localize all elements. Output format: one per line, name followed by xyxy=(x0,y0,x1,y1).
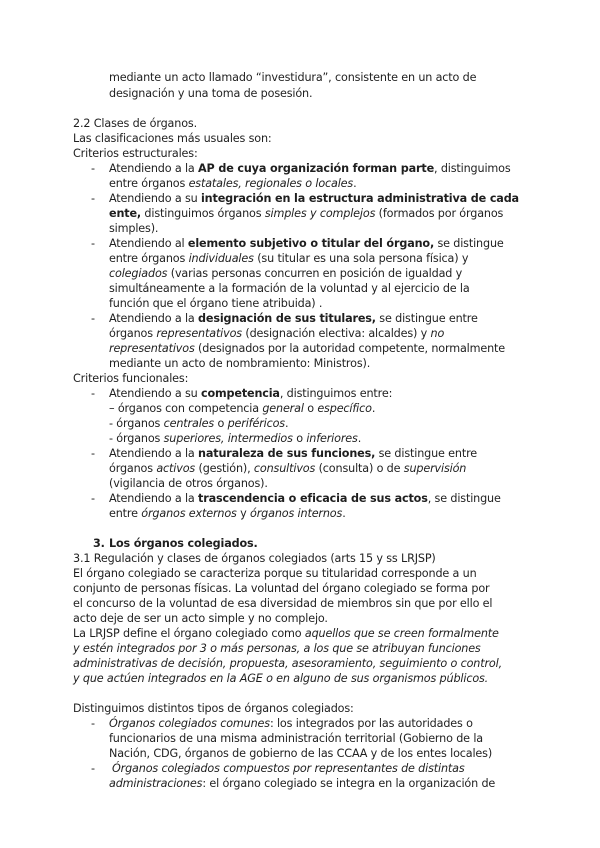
subheading: Criterios estructurales: xyxy=(73,147,198,160)
list-item-cont: entre órganos estatales, regionales o locales. xyxy=(109,177,357,190)
list-bullet: - xyxy=(91,312,95,325)
list-bullet: - xyxy=(91,192,95,205)
section-heading: 2.2 Clases de órganos. xyxy=(73,117,197,130)
list-bullet: - xyxy=(91,717,95,730)
list-item-cont: colegiados (varias personas concurren en posición de igualdad y xyxy=(109,267,463,280)
list-item-cont: entre órganos individuales (su titular es una sola persona física) y xyxy=(109,252,469,265)
paragraph-line: administrativas de decisión, propuesta, asesoramiento, seguimiento o control, xyxy=(73,657,502,670)
list-item: Atendiendo a la designación de sus titulares, se distingue entre xyxy=(109,312,478,325)
paragraph-line: y que actúen integrados en la AGE o en alguno de sus organismos públicos. xyxy=(73,672,489,685)
list-item: Atendiendo al elemento subjetivo o titular del órgano, se distingue xyxy=(109,237,504,250)
list-item-cont: administraciones: el órgano colegiado se integra en la organización de xyxy=(109,777,496,790)
list-item: Atendiendo a la AP de cuya organización forman parte, distinguimos xyxy=(109,162,511,175)
list-item-cont: función que el órgano tiene atribuida) . xyxy=(109,297,323,310)
list-bullet: - xyxy=(91,762,95,775)
list-item-cont: - órganos centrales o periféricos. xyxy=(109,417,289,430)
paragraph-line: y estén integrados por 3 o más personas, a los que se atribuyan funciones xyxy=(73,642,481,655)
list-item: Atendiendo a su competencia, distinguimos entre: xyxy=(109,387,393,400)
list-item-cont: Nación, CDG, órganos de gobierno de las CCAA y de los entes locales) xyxy=(109,747,493,760)
list-item: Órganos colegiados compuestos por representantes de distintas xyxy=(112,762,465,775)
list-item-cont: – órganos con competencia general o específico. xyxy=(109,402,376,415)
paragraph-line: el concurso de la voluntad de esa diversidad de miembros sin que por ello el xyxy=(73,597,493,610)
section-number: 3. xyxy=(93,537,105,550)
list-bullet: - xyxy=(91,447,95,460)
list-item-cont: simples). xyxy=(109,222,159,235)
list-item-cont: órganos representativos (designación electiva: alcaldes) y no xyxy=(109,327,445,340)
list-item-cont: ente, distinguimos órganos simples y complejos (formados por órganos xyxy=(109,207,504,220)
list-item-cont: órganos activos (gestión), consultivos (consulta) o de supervisión xyxy=(109,462,467,475)
list-item-cont: entre órganos externos y órganos internos. xyxy=(109,507,346,520)
paragraph-line: El órgano colegiado se caracteriza porque su titularidad corresponde a un xyxy=(73,567,477,580)
list-bullet: - xyxy=(91,237,95,250)
list-item: Órganos colegiados comunes: los integrados por las autoridades o xyxy=(109,717,473,730)
paragraph-line: conjunto de personas físicas. La voluntad del órgano colegiado se forma por xyxy=(73,582,490,595)
list-item: Atendiendo a su integración en la estructura administrativa de cada xyxy=(109,192,519,205)
list-item-cont: mediante un acto de nombramiento: Ministros). xyxy=(109,357,371,370)
list-item-cont: funcionarios de una misma administración territorial (Gobierno de la xyxy=(109,732,483,745)
list-item-cont: (vigilancia de otros órganos). xyxy=(109,477,268,490)
subsection-heading: 3.1 Regulación y clases de órganos colegiados (arts 15 y ss LRJSP) xyxy=(73,552,436,565)
paragraph-line: acto deje de ser un acto simple y no complejo. xyxy=(73,612,328,625)
text-line: Las clasificaciones más usuales son: xyxy=(73,132,272,145)
text-line: designación y una toma de posesión. xyxy=(109,87,313,100)
list-item-cont: simultáneamente a la formación de la voluntad y al ejercicio de la xyxy=(109,282,470,295)
subheading: Criterios funcionales: xyxy=(73,372,189,385)
list-bullet: - xyxy=(91,162,95,175)
list-bullet: - xyxy=(91,387,95,400)
paragraph-line: La LRJSP define el órgano colegiado como aquellos que se creen formalmente xyxy=(73,627,499,640)
list-item: Atendiendo a la naturaleza de sus funciones, se distingue entre xyxy=(109,447,478,460)
list-bullet: - xyxy=(91,492,95,505)
section-heading: Los órganos colegiados. xyxy=(109,537,258,550)
paragraph-line: Distinguimos distintos tipos de órganos colegiados: xyxy=(73,702,354,715)
list-item: Atendiendo a la trascendencia o eficacia de sus actos, se distingue xyxy=(109,492,501,505)
list-item-cont: - órganos superiores, intermedios o inferiores. xyxy=(109,432,362,445)
list-item-cont: representativos (designados por la autoridad competente, normalmente xyxy=(109,342,506,355)
text-line: mediante un acto llamado “investidura”, consistente en un acto de xyxy=(109,71,477,84)
